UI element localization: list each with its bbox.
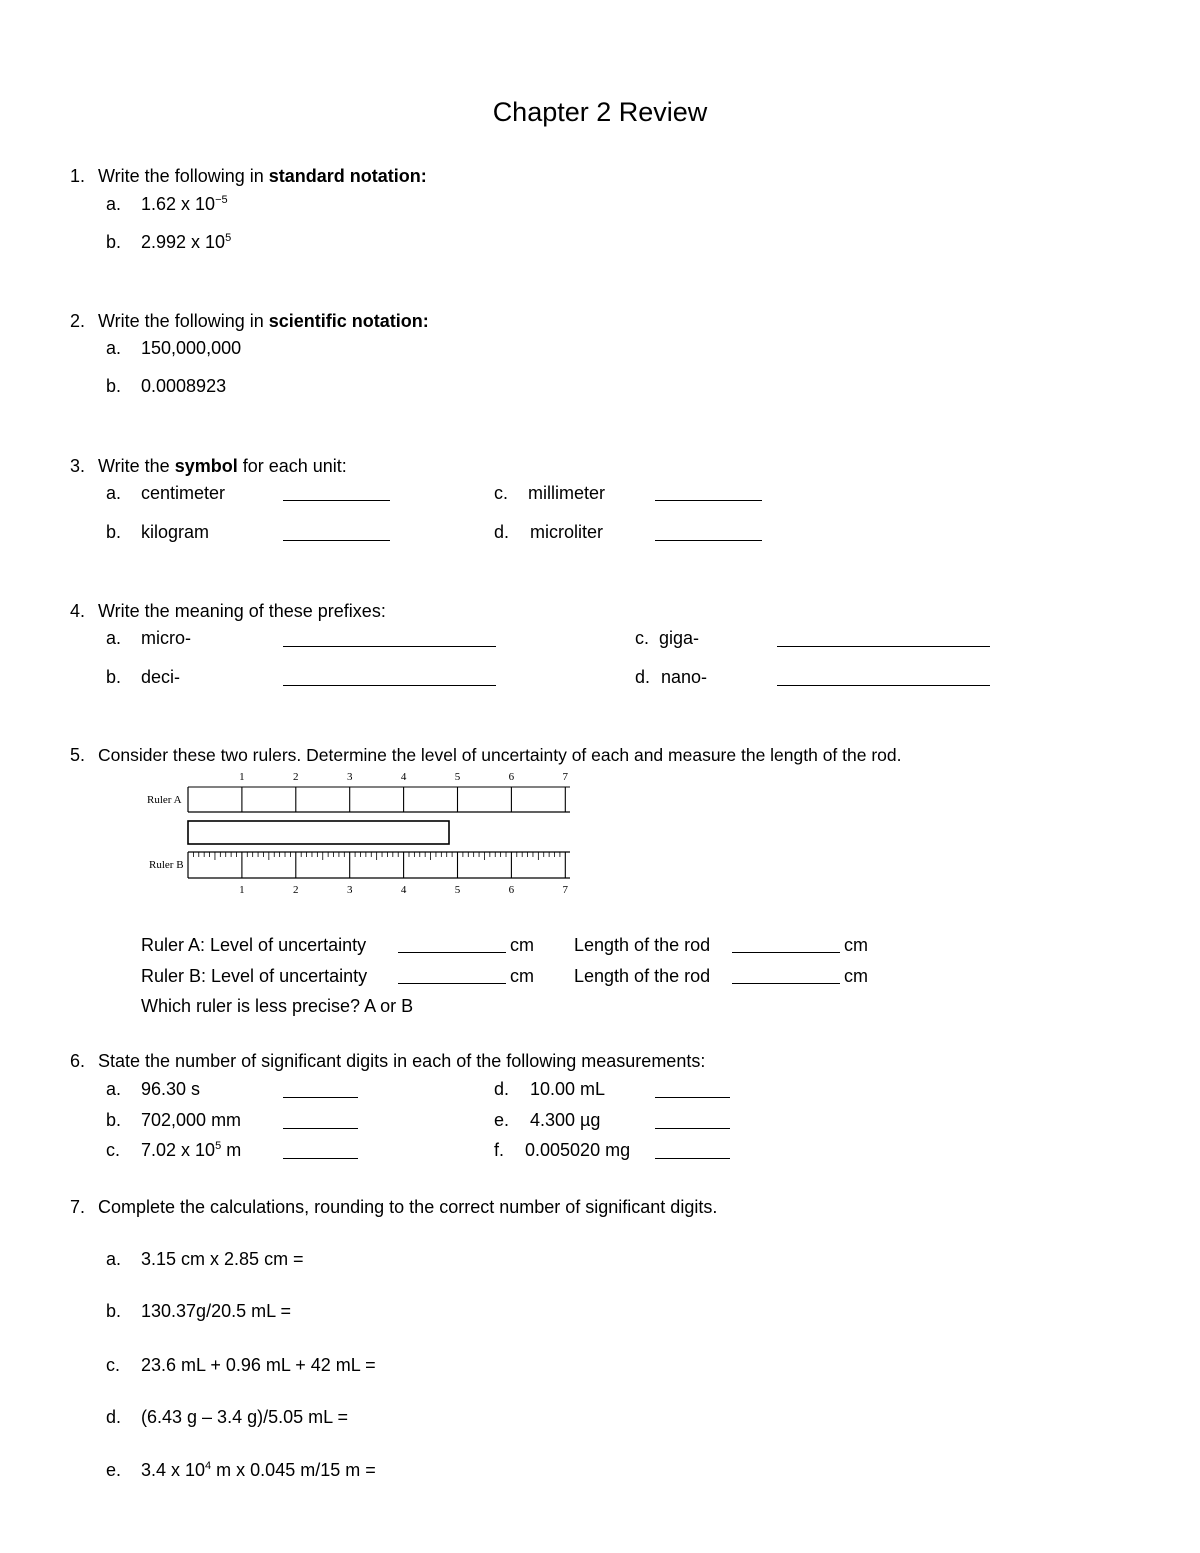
q4-number: 4.	[70, 601, 86, 621]
ruler-a-length-label: Length of the rod	[574, 935, 711, 955]
q2-number: 2.	[70, 311, 86, 331]
q7-number: 7.	[70, 1197, 86, 1217]
ruler-a-uncertainty-blank[interactable]	[398, 952, 506, 953]
q6c-unit: m	[221, 1140, 242, 1160]
ruler-a-uncertainty-unit: cm	[510, 935, 534, 955]
q3-prompt	[98, 455, 347, 477]
q7b-text: 130.37g/20.5 mL =	[141, 1301, 291, 1321]
ruler-b	[188, 852, 570, 878]
q3d-answer-blank[interactable]	[655, 540, 762, 541]
ruler-b-tick-label: 1	[239, 884, 245, 896]
q3-prompt-rest: for each unit:	[237, 456, 347, 476]
q3d-label: d.	[494, 522, 510, 542]
q6a-text: 96.30 s	[141, 1079, 201, 1099]
q2-prompt-bold: scientific notation:	[268, 311, 429, 331]
q6c-text	[141, 1139, 241, 1161]
q3c-label: c.	[494, 483, 509, 503]
ruler-b-tick-label: 2	[293, 884, 299, 896]
ruler-b-tick-label: 7	[562, 884, 569, 896]
q4b-answer-blank[interactable]	[283, 685, 496, 686]
q4c-label: c.	[635, 628, 650, 648]
q6e-answer-blank[interactable]	[655, 1128, 730, 1129]
q4d-label: d.	[635, 667, 651, 687]
q6c-exponent: 5	[215, 1140, 222, 1152]
q3b-answer-blank[interactable]	[283, 540, 390, 541]
ruler-a-tick-label: 3	[346, 771, 353, 783]
ruler-a-length-unit: cm	[844, 935, 868, 955]
q3b-text: kilogram	[141, 522, 210, 542]
q3-prompt-bold: symbol	[174, 456, 238, 476]
q6d-label: d.	[494, 1079, 510, 1099]
q7d-label: d.	[106, 1407, 122, 1427]
q7a-text: 3.15 cm x 2.85 cm =	[141, 1249, 304, 1269]
q1b-base: 2.992 x 10	[141, 232, 226, 252]
ruler-b-uncertainty-unit: cm	[510, 966, 534, 986]
q6c-label: c.	[106, 1140, 121, 1160]
ruler-a-tick-label: 7	[562, 771, 569, 783]
q7e-label: e.	[106, 1460, 122, 1480]
q6f-text: 0.005020 mg	[525, 1140, 631, 1160]
ruler-a-uncertainty-label: Ruler A: Level of uncertainty	[141, 935, 367, 955]
q6b-label: b.	[106, 1110, 122, 1130]
ruler-a-tick-label: 5	[454, 771, 461, 783]
q6d-answer-blank[interactable]	[655, 1097, 730, 1098]
ruler-b-tick-label: 6	[508, 884, 515, 896]
q7a-label: a.	[106, 1249, 122, 1269]
q3c-answer-blank[interactable]	[655, 500, 762, 501]
ruler-a-label: Ruler A	[147, 794, 182, 806]
ruler-figure	[140, 766, 580, 898]
q7c-text: 23.6 mL + 0.96 mL + 42 mL =	[141, 1355, 376, 1375]
q7e-rest: m x 0.045 m/15 m =	[211, 1460, 376, 1480]
ruler-b-length-label: Length of the rod	[574, 966, 711, 986]
q6a-answer-blank[interactable]	[283, 1097, 358, 1098]
q1a-label: a.	[106, 194, 122, 214]
q6f-label: f.	[494, 1140, 505, 1160]
q7e-base: 3.4 x 10	[141, 1460, 206, 1480]
q5-number: 5.	[70, 745, 86, 765]
q1b-value	[141, 231, 231, 253]
ruler-b-uncertainty-label: Ruler B: Level of uncertainty	[141, 966, 368, 986]
ruler-a-tick-label: 6	[508, 771, 515, 783]
q7e-exponent: 4	[205, 1460, 212, 1472]
page-title: Chapter 2 Review	[492, 97, 708, 127]
q2b-value: 0.0008923	[141, 376, 227, 396]
q4b-label: b.	[106, 667, 122, 687]
q3d-text: microliter	[530, 522, 604, 542]
ruler-b-tick-label: 4	[400, 884, 407, 896]
q4-prompt: Write the meaning of these prefixes:	[98, 601, 386, 621]
q1-number: 1.	[70, 166, 86, 186]
q6d-text: 10.00 mL	[530, 1079, 606, 1099]
q2a-value: 150,000,000	[141, 338, 242, 358]
ruler-b-length-blank[interactable]	[732, 983, 840, 984]
q6a-label: a.	[106, 1079, 122, 1099]
q3c-text: millimeter	[528, 483, 606, 503]
q4a-label: a.	[106, 628, 122, 648]
q6b-text: 702,000 mm	[141, 1110, 242, 1130]
q3a-answer-blank[interactable]	[283, 500, 390, 501]
q6-prompt: State the number of significant digits in each of the following measurements:	[98, 1051, 706, 1071]
q1-prompt-bold: standard notation:	[268, 166, 427, 186]
ruler-b-tick-label: 3	[346, 884, 353, 896]
q4d-answer-blank[interactable]	[777, 685, 990, 686]
ruler-precision-question: Which ruler is less precise? A or B	[141, 996, 414, 1016]
q7b-label: b.	[106, 1301, 122, 1321]
ruler-a-tick-label: 4	[400, 771, 407, 783]
q7d-text: (6.43 g – 3.4 g)/5.05 mL =	[141, 1407, 348, 1427]
q6c-base: 7.02 x 10	[141, 1140, 216, 1160]
q2-prompt	[98, 310, 429, 332]
q3a-label: a.	[106, 483, 122, 503]
q6c-answer-blank[interactable]	[283, 1158, 358, 1159]
q1b-exponent: 5	[225, 232, 232, 244]
q1a-base: 1.62 x 10	[141, 194, 216, 214]
q3b-label: b.	[106, 522, 122, 542]
q4c-text: giga-	[659, 628, 700, 648]
q6e-text: 4.300 µg	[530, 1110, 601, 1130]
ruler-b-label: Ruler B	[149, 859, 184, 871]
q7e-text	[141, 1459, 376, 1481]
q7-prompt: Complete the calculations, rounding to the correct number of significant digits.	[98, 1197, 718, 1217]
q3a-text: centimeter	[141, 483, 226, 503]
q5-prompt: Consider these two rulers. Determine the level of uncertainty of each and measure the length of the rod.	[98, 745, 902, 765]
ruler-b-uncertainty-blank[interactable]	[398, 983, 506, 984]
q4b-text: deci-	[141, 667, 181, 687]
q4d-text: nano-	[661, 667, 708, 687]
ruler-b-length-unit: cm	[844, 966, 868, 986]
q1a-exponent: −5	[215, 194, 228, 206]
ruler-a	[188, 787, 570, 812]
ruler-b-tick-label: 5	[454, 884, 461, 896]
q4a-text: micro-	[141, 628, 191, 648]
q6f-answer-blank[interactable]	[655, 1158, 730, 1159]
q6-number: 6.	[70, 1051, 86, 1071]
q1b-label: b.	[106, 232, 122, 252]
rod	[188, 821, 449, 844]
q6e-label: e.	[494, 1110, 510, 1130]
ruler-a-length-blank[interactable]	[732, 952, 840, 953]
q2b-label: b.	[106, 376, 122, 396]
q4c-answer-blank[interactable]	[777, 646, 990, 647]
ruler-a-tick-label: 2	[293, 771, 299, 783]
q3-prompt-text: Write the	[98, 456, 175, 476]
ruler-a-tick-label: 1	[239, 771, 245, 783]
q3-number: 3.	[70, 456, 86, 476]
q1-prompt-text: Write the following in	[98, 166, 269, 186]
q1-prompt	[98, 165, 427, 187]
q1a-value	[141, 193, 228, 215]
q4a-answer-blank[interactable]	[283, 646, 496, 647]
q6b-answer-blank[interactable]	[283, 1128, 358, 1129]
q7c-label: c.	[106, 1355, 121, 1375]
q2-prompt-text: Write the following in	[98, 311, 269, 331]
q2a-label: a.	[106, 338, 122, 358]
